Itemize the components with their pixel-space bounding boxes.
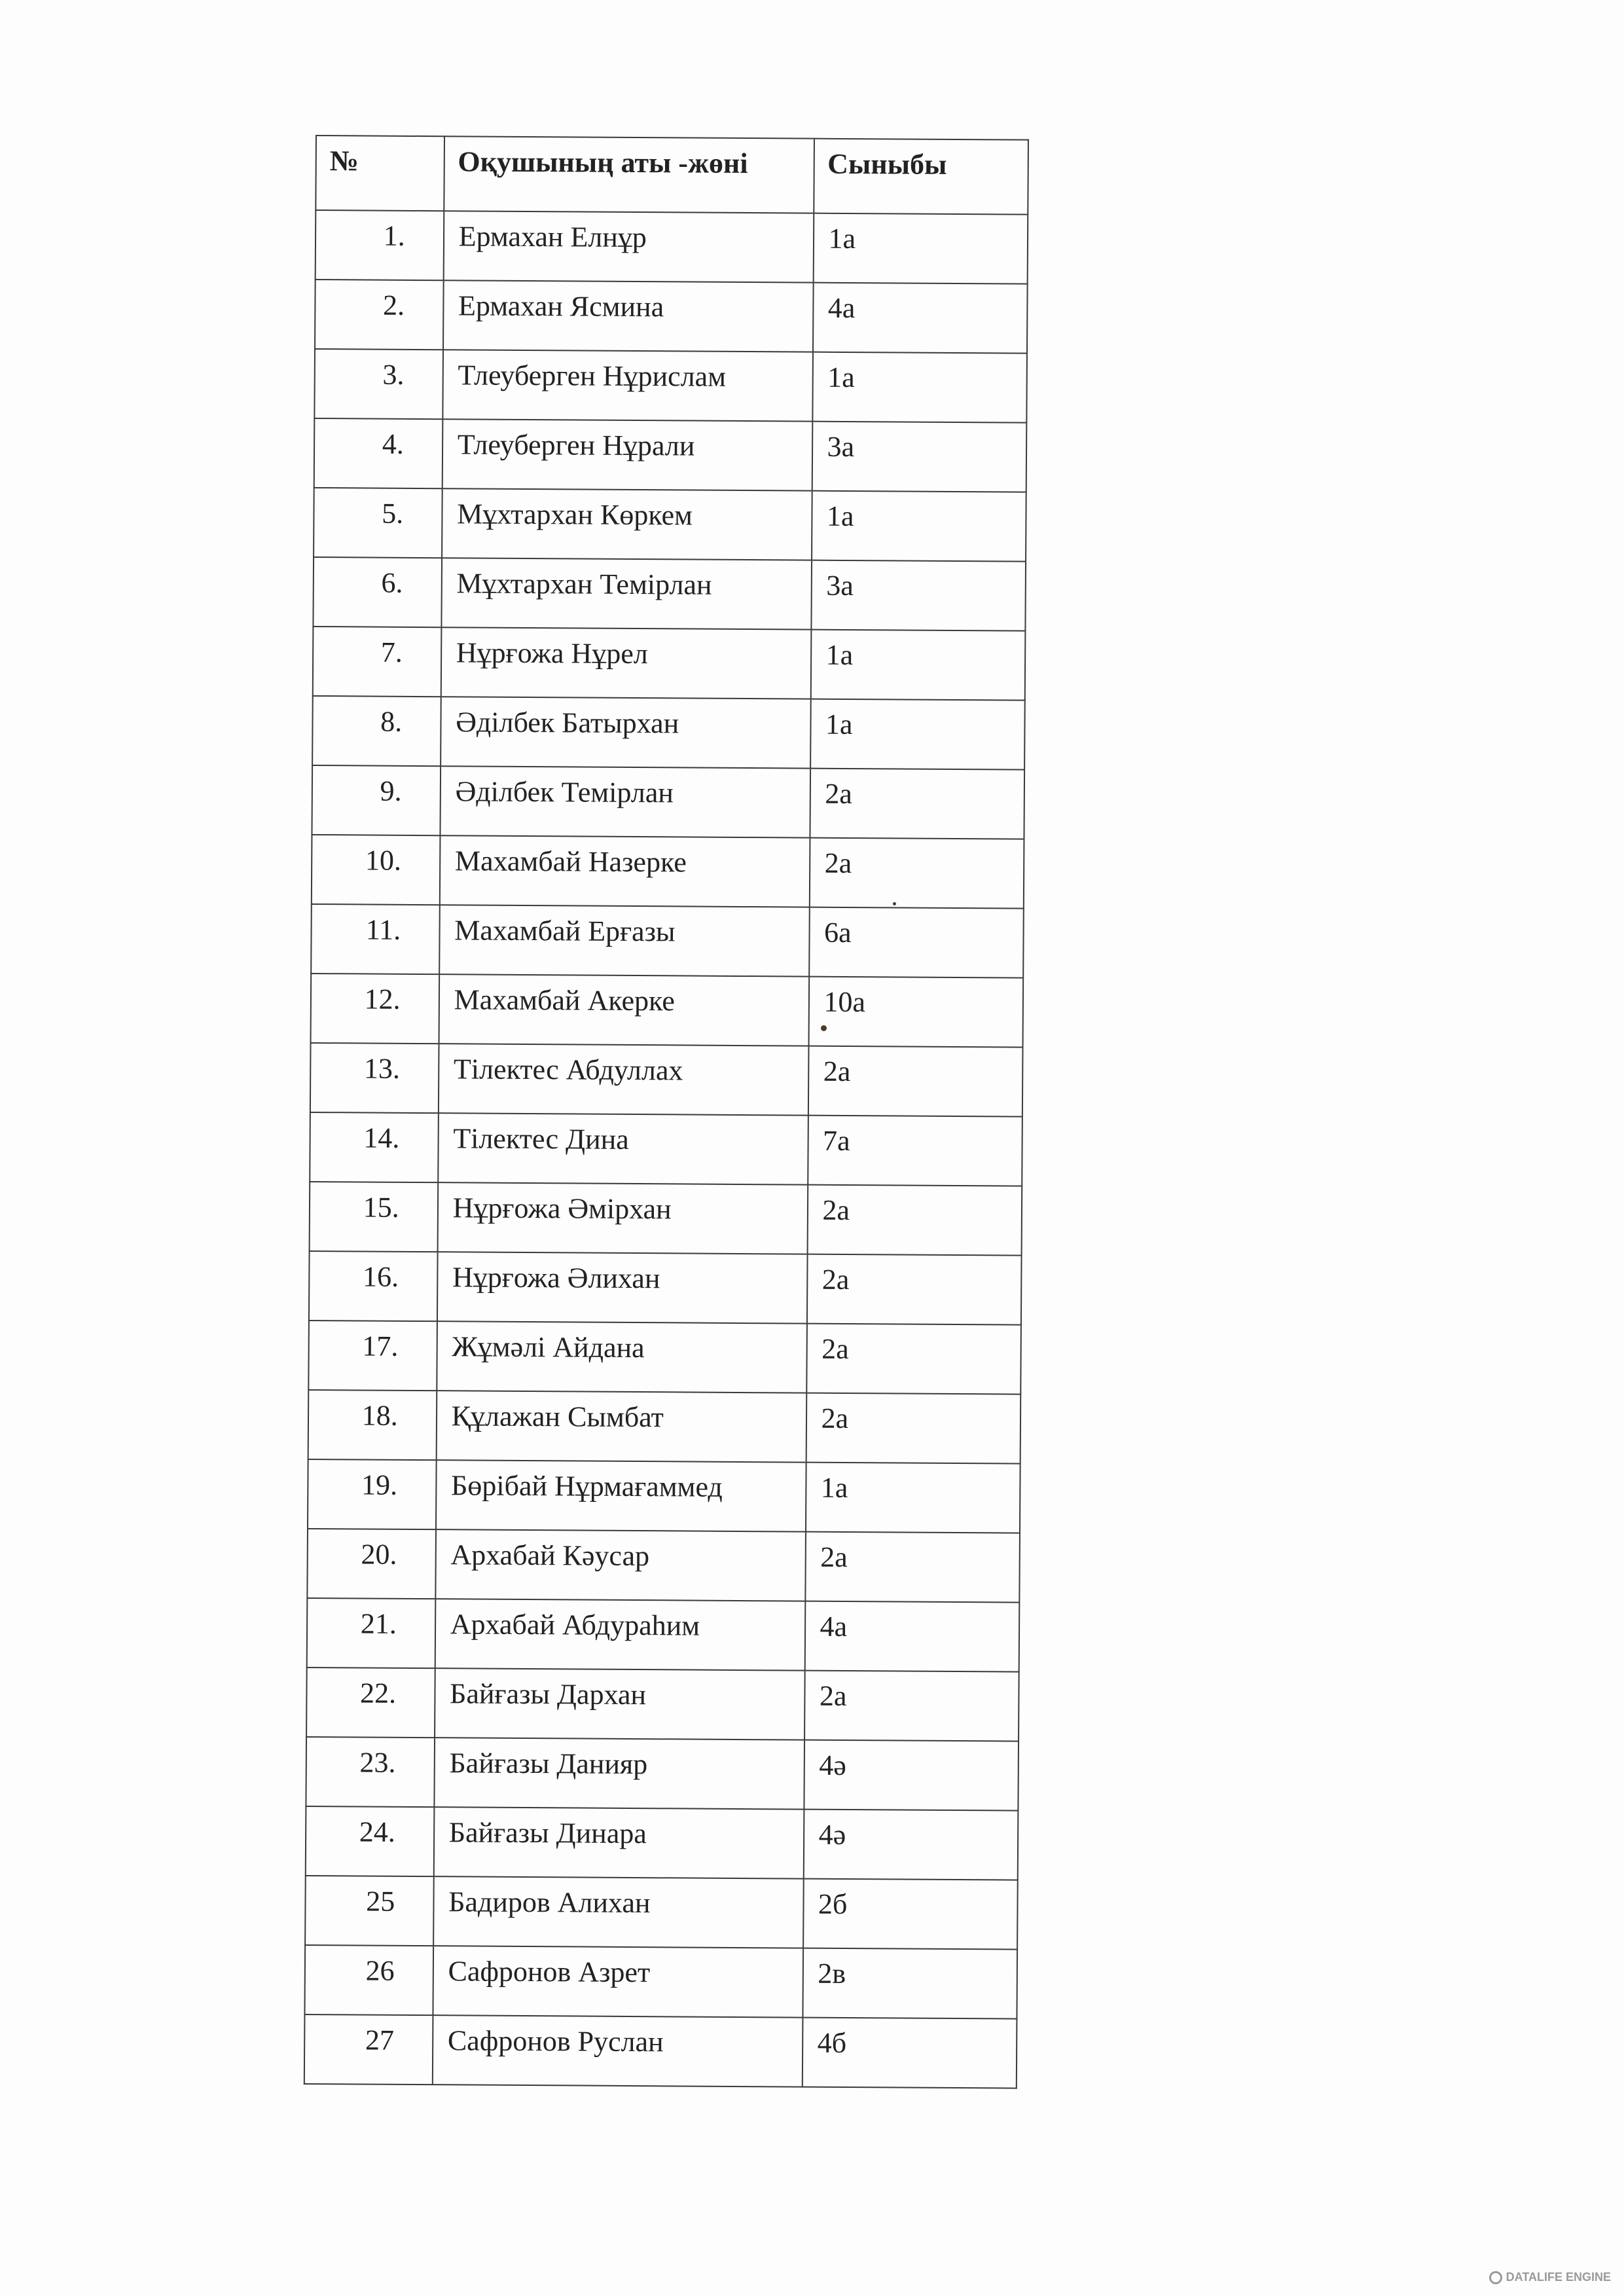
row-number: 9. (312, 765, 440, 835)
row-number: 20. (307, 1529, 435, 1599)
table-row (306, 1806, 1019, 1880)
student-class: 1а (812, 491, 1026, 562)
row-number: 24. (306, 1806, 434, 1876)
table-body (304, 210, 1028, 2088)
table-row (311, 974, 1024, 1048)
student-name: Бөрібай Нұрмағаммед (436, 1460, 806, 1531)
student-name: Бадиров Алихан (433, 1876, 803, 1948)
header-number: № (316, 136, 444, 211)
table-row (310, 1043, 1023, 1117)
row-number: 22. (306, 1667, 435, 1738)
student-class: 2в (803, 1948, 1017, 2019)
table-row (316, 210, 1028, 284)
ink-speck (893, 902, 896, 905)
row-number: 27 (304, 2014, 433, 2085)
student-name: Махамбай Ерғазы (439, 905, 809, 976)
datalife-logo-icon (1489, 2271, 1502, 2284)
table-row (313, 627, 1026, 701)
row-number: 2. (315, 280, 443, 350)
row-number: 8. (312, 696, 441, 766)
student-name: Сафронов Азрет (433, 1946, 803, 2017)
row-number: 7. (313, 627, 441, 697)
student-name: Архабай Абдураһим (435, 1599, 804, 1670)
student-name: Нұрғожа Нұрел (441, 627, 810, 699)
table-row (310, 1112, 1022, 1186)
student-class: 2а (806, 1254, 1021, 1325)
student-class: 1а (805, 1463, 1020, 1533)
table-row (307, 1529, 1020, 1603)
table-row (311, 904, 1024, 978)
student-class: 1а (810, 630, 1025, 701)
student-name: Мұхтархан Темірлан (441, 558, 811, 629)
student-class: 2а (809, 838, 1024, 909)
student-name: Махамбай Назерке (440, 835, 810, 907)
student-class: 10а (808, 977, 1023, 1048)
student-class: 3а (811, 560, 1026, 631)
student-class: 1а (812, 352, 1027, 423)
table-row (304, 2014, 1017, 2088)
row-number: 11. (311, 904, 439, 974)
table-row (306, 1737, 1019, 1811)
student-name: Әділбек Темірлан (440, 766, 810, 837)
row-number: 14. (310, 1112, 438, 1182)
row-number: 23. (306, 1737, 434, 1807)
student-name: Жұмәлі Айдана (437, 1321, 806, 1393)
student-name: Мұхтархан Көркем (442, 488, 812, 560)
student-name: Ермахан Ясмина (443, 280, 813, 352)
table-row (310, 1182, 1022, 1256)
row-number: 13. (310, 1043, 439, 1113)
student-name: Байғазы Динара (433, 1807, 803, 1878)
table-row (314, 488, 1026, 562)
row-number: 3. (314, 349, 442, 419)
table-row (313, 557, 1026, 631)
student-class: 6а (809, 907, 1024, 978)
student-class: 2а (806, 1393, 1020, 1464)
student-class: 2а (810, 769, 1024, 839)
student-class: 2а (808, 1046, 1022, 1117)
student-class: 2а (805, 1532, 1020, 1603)
row-number: 1. (316, 210, 444, 280)
student-name: Сафронов Руслан (432, 2015, 802, 2086)
student-name: Ермахан Елнұр (443, 211, 813, 282)
student-class: 3а (812, 422, 1026, 492)
student-class: 4ә (803, 1810, 1018, 1880)
table-row (305, 1876, 1018, 1950)
table-row (308, 1459, 1020, 1533)
table-row (314, 418, 1027, 492)
student-class: 4а (812, 283, 1027, 354)
row-number: 12. (311, 974, 439, 1044)
row-number: 5. (314, 488, 442, 558)
student-list-table (304, 135, 1029, 2089)
student-class: 1а (810, 699, 1025, 770)
student-class: 2а (807, 1185, 1022, 1256)
student-name: Нұрғожа Әмірхан (437, 1182, 807, 1254)
student-name: Архабай Кәусар (435, 1529, 805, 1601)
table-row (314, 349, 1027, 423)
row-number: 16. (309, 1251, 437, 1321)
row-number: 10. (312, 835, 440, 905)
student-name: Байғазы Дархан (435, 1668, 804, 1740)
table-row (306, 1667, 1019, 1741)
student-name: Құлажан Сымбат (436, 1391, 806, 1462)
student-name: Тлеуберген Нұрислам (442, 350, 812, 421)
student-name: Махамбай Акерке (439, 974, 808, 1046)
student-name: Нұрғожа Әлихан (437, 1252, 807, 1323)
table-row (312, 696, 1025, 770)
ink-speck (821, 1025, 827, 1031)
row-number: 18. (308, 1390, 437, 1460)
table-row (315, 280, 1028, 354)
table-row (308, 1390, 1021, 1464)
student-class: 4а (804, 1601, 1019, 1672)
student-class: 7а (808, 1116, 1022, 1186)
row-number: 4. (314, 418, 442, 488)
watermark-text: DATALIFE ENGINE (1506, 2270, 1611, 2284)
table-row (312, 835, 1024, 909)
student-class: 4ә (804, 1740, 1019, 1811)
row-number: 6. (313, 557, 441, 627)
watermark (1489, 2270, 1611, 2284)
row-number: 15. (310, 1182, 438, 1252)
student-class: 4б (802, 2018, 1017, 2088)
header-class: Сыныбы (814, 139, 1028, 215)
student-class: 1а (813, 213, 1028, 284)
table-row (307, 1598, 1020, 1672)
student-class: 2а (806, 1324, 1021, 1394)
row-number: 26 (304, 1945, 433, 2015)
row-number: 17. (308, 1321, 437, 1391)
row-number: 25 (305, 1876, 433, 1946)
table-row (312, 765, 1024, 839)
table-row (309, 1251, 1022, 1325)
student-name: Байғазы Данияр (434, 1738, 804, 1809)
student-name: Тлеуберген Нұрали (442, 419, 812, 490)
student-name: Әділбек Батырхан (441, 697, 810, 768)
student-class: 2а (804, 1671, 1019, 1741)
row-number: 19. (308, 1459, 436, 1529)
table-header-row (316, 136, 1028, 215)
header-student-name: Оқушының аты -жөні (444, 136, 814, 213)
student-class: 2б (803, 1879, 1018, 1950)
student-name: Тілектес Дина (438, 1113, 808, 1184)
table-row (308, 1321, 1021, 1394)
table-row (304, 1945, 1017, 2019)
student-name: Тілектес Абдуллах (439, 1044, 808, 1115)
row-number: 21. (307, 1598, 435, 1668)
